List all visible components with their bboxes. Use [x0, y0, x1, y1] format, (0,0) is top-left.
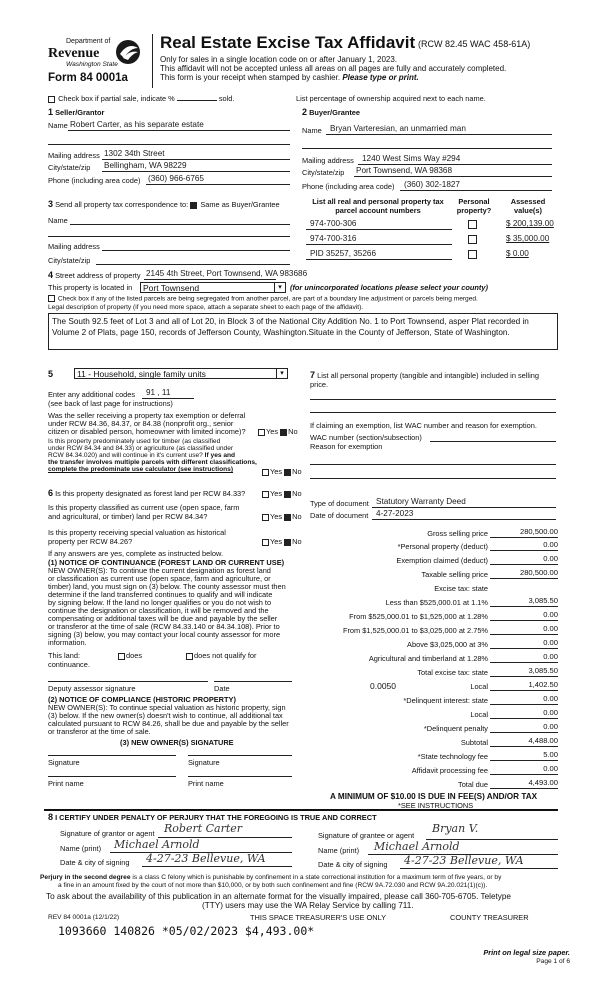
grantor-signature[interactable]: Robert Carter [164, 822, 243, 835]
calc-value[interactable]: 0.00 [543, 638, 558, 647]
sec5-q1-c: citizen or disabled person, homeowner with limited income)? [48, 427, 246, 436]
buyer-title: Buyer/Grantee [309, 108, 361, 117]
notice1-line: timber) land, you must sign on (3) below. The county assessor must then [48, 582, 286, 591]
deputy-sig-label: Deputy assessor signature [48, 684, 136, 693]
sec6-q3-yesno [262, 537, 302, 546]
yes-label: Yes [270, 489, 283, 498]
seller-city-label: City/state/zip [48, 163, 91, 172]
personal-property-checkbox[interactable] [468, 235, 477, 244]
parcel-value[interactable]: $ 200,139.00 [506, 219, 554, 228]
this-land-label: This land: [48, 651, 81, 660]
parcel-number[interactable]: PID 35257, 35266 [310, 249, 377, 258]
notice2-line: (3) below. If the new owner(s) doesn't wish to continue, all additional tax [48, 711, 283, 720]
does-not-option [186, 651, 256, 660]
grantee-date[interactable]: 4-27-23 Bellevue, WA [404, 854, 524, 867]
personal-property-checkbox[interactable] [468, 250, 477, 259]
seller-mail[interactable]: 1302 34th Street [104, 149, 165, 158]
partial-sale-checkbox[interactable] [48, 96, 55, 103]
buyer-name[interactable]: Bryan Varteresian, an unmarried man [330, 124, 466, 133]
rev-number: REV 84 0001a (12/1/22) [48, 914, 120, 921]
sec5-q1-a: Was the seller receiving a property tax exemption or deferral [48, 411, 246, 420]
sec5-q1-b: under RCW 84.36, 84.37, or 84.38 (nonprofit org., senior [48, 419, 234, 428]
location-select[interactable] [140, 282, 286, 293]
partial-label-a: Check box if partial sale, indicate % [58, 94, 175, 103]
grantor-date-label: Date & city of signing [60, 858, 130, 867]
addl-codes[interactable]: 91 , 11 [146, 388, 171, 397]
parcel-value[interactable]: $ 0.00 [506, 249, 529, 258]
sec5-q2-yesno [262, 467, 302, 476]
notice2-line: NEW OWNER(S): To continue special valuation as historic property, sign [48, 703, 286, 712]
calc-value[interactable]: 280,500.00 [519, 527, 558, 536]
does-not-checkbox[interactable] [186, 653, 193, 660]
notice2-line: or transferor at the time of sale. [48, 727, 151, 736]
header-sub1: Only for sales in a single location code on or after January 1, 2023. [160, 55, 398, 64]
calc-value[interactable]: 0.00 [543, 540, 558, 549]
grantee-name-label: Name (print) [318, 846, 360, 855]
location-value: Port Townsend [143, 283, 200, 293]
dept-line3: Washington State [66, 61, 118, 68]
calc-label: Less than $525,000.01 at 1.1% [385, 598, 488, 607]
no-label: No [292, 512, 302, 521]
q1-yes-checkbox[interactable] [258, 429, 265, 436]
notice1-line: signing (3) below, you may contact your local county assessor for more [48, 630, 281, 639]
grantee-signature[interactable]: Bryan V. [432, 822, 479, 835]
ownership-note: List percentage of ownership acquired next to each name. [296, 94, 486, 103]
sec5-q2-b: under RCW 84.34 and 84.33) or agriculture (as classified under [48, 445, 234, 452]
sec7-label-a [310, 371, 539, 380]
wac-label: WAC number (section/subsection) [310, 433, 422, 442]
treasurer-use: THIS SPACE TREASURER'S USE ONLY [250, 913, 387, 922]
calc-value[interactable]: 280,500.00 [519, 568, 558, 577]
calc-value[interactable]: 4,488.00 [528, 736, 558, 745]
sec6-q3-a: Is this property receiving special valuation as historical [48, 528, 226, 537]
doc-date-label: Date of document [310, 511, 369, 520]
yes-label: Yes [266, 427, 279, 436]
sec8-title-text: I CERTIFY UNDER PENALTY OF PERJURY THAT THE FOREGOING IS TRUE AND CORRECT [55, 813, 377, 822]
notice1-line: compensating or additional taxes will be due and payable by the seller [48, 614, 278, 623]
form-rcw: (RCW 82.45 WAC 458-61A) [418, 39, 531, 49]
buyer-mail[interactable]: 1240 West Sims Way #294 [362, 154, 461, 163]
calc-label: Total due [458, 780, 488, 789]
sec3-text: Send all property tax correspondence to: [55, 200, 189, 209]
land-use-value: 11 - Household, single family units [77, 369, 206, 379]
treasurer-stamp: 1093660 140826 *05/02/2023 $4,493.00* [58, 924, 315, 938]
sec3-mail-label: Mailing address [48, 242, 100, 251]
owner-signature-label: Signature [48, 758, 80, 767]
grantee-sig-label: Signature of grantee or agent [318, 831, 415, 840]
alt-format-1: To ask about the availability of this publication in an alternate format for the visually impaired, please call 360-705-6705. Teletype [46, 892, 511, 901]
reason-label: Reason for exemption [310, 442, 383, 451]
page-number: Page 1 of 6 [536, 958, 570, 965]
parcel-col2-a: Personal [458, 197, 490, 206]
sec6-q2-a: Is this property classified as current use (open space, farm [48, 503, 240, 512]
forest-yes-checkbox[interactable] [262, 491, 269, 498]
uninc-note: (for unincorporated locations please select your county) [290, 283, 488, 292]
sec3-name-label: Name [48, 216, 68, 225]
sec7-text: List all personal property (tangible and intangible) included in selling [317, 371, 539, 380]
calc-value[interactable]: 4,493.00 [528, 778, 558, 787]
sec3-city-label: City/state/zip [48, 256, 91, 265]
does-label: does [126, 651, 143, 660]
notice1-line: or transferor at the time of sale (RCW 84.33.140 or 84.34.108). Prior to [48, 622, 280, 631]
calc-label: *Personal property (deduct) [397, 542, 488, 551]
seller-mail-label: Mailing address [48, 151, 100, 160]
does-option [118, 651, 142, 660]
buyer-name-label: Name [302, 126, 322, 135]
calc-value[interactable]: 0.00 [543, 652, 558, 661]
seller-phone-label: Phone (including area code) [48, 176, 141, 185]
calc-label: From $1,525,000.01 to $3,025,000 at 2.75% [342, 626, 488, 635]
sec6-q2-b: and agricultural, or timber) land per RCW 84.34? [48, 512, 208, 521]
yes-label: Yes [270, 467, 283, 476]
buyer-phone[interactable]: (360) 302-1827 [404, 180, 460, 189]
q1-no-checkbox[interactable] [280, 429, 287, 436]
seller-phone[interactable]: (360) 966-6765 [148, 174, 204, 183]
calc-label: Local [470, 710, 488, 719]
calc-label: Exemption claimed (deduct) [396, 556, 488, 565]
parcel-number[interactable]: 974-700-316 [310, 234, 357, 243]
header-sub2: This affidavit will not be accepted unless all areas on all pages are fully and accurately completed. [160, 64, 507, 73]
seller-num: 1 [48, 107, 54, 117]
see-instructions: *SEE INSTRUCTIONS [398, 801, 474, 810]
sec6-q2-yesno [262, 512, 302, 521]
notice1-line: or classification as current use (open space, farm and agriculture, or [48, 574, 271, 583]
sec4-num: 4 [48, 270, 54, 280]
minimum-due: A MINIMUM OF $10.00 IS DUE IN FEE(S) AND/OR TAX [330, 792, 538, 801]
grantee-name[interactable]: Michael Arnold [374, 840, 460, 853]
notice1-line: NEW OWNER(S): To continue the current designation as forest land [48, 566, 271, 575]
notice1-line: by signing below. If the land no longer qualifies or you do not wish to [48, 598, 272, 607]
calc-label: Above $3,025,000 at 3% [407, 640, 488, 649]
sec6-if-yes: If any answers are yes, complete as instructed below. [48, 549, 223, 558]
sec5-q2-f: complete the predominate use calculator (see instructions) [48, 466, 234, 473]
calc-label: Agricultural and timberland at 1.28% [368, 654, 488, 663]
grantor-name[interactable]: Michael Arnold [114, 838, 200, 851]
yes-label: Yes [270, 512, 283, 521]
calc-label: From $525,000.01 to $1,525,000 at 1.28% [349, 612, 488, 621]
sec5-num: 5 [48, 369, 54, 379]
parcel-col2-b: property? [456, 206, 492, 215]
calc-value[interactable]: 0.00 [543, 708, 558, 717]
sec8-title [48, 813, 377, 822]
parcel-value[interactable]: $ 35,000.00 [506, 234, 550, 243]
calc-value[interactable]: 0.00 [543, 554, 558, 563]
perjury-text: is a class C felony which is punishable by confinement in a state correctional institution for a maximum term of five years, or by [130, 874, 502, 881]
perjury-line2: a fine in an amount fixed by the court of not more than $10,000, or by both such confinement and fine (RCW 9A.72.030 and RCW 9A.20.021(1)(c)). [58, 882, 488, 889]
seller-title: Seller/Grantor [55, 108, 105, 117]
calc-label: Excise tax: state [434, 584, 488, 593]
calc-value[interactable]: 0.00 [543, 610, 558, 619]
personal-property-checkbox[interactable] [468, 220, 477, 229]
calc-value[interactable]: 5.00 [543, 750, 558, 759]
notice1-line: information. [48, 638, 87, 647]
seller-name-label: Name [48, 121, 68, 130]
parcel-col3-b: value(s) [514, 206, 542, 215]
perjury-line1 [40, 874, 501, 882]
partial-sale [48, 94, 234, 103]
does-checkbox[interactable] [118, 653, 125, 660]
calc-value[interactable]: 0.00 [543, 722, 558, 731]
sec5-q2-c-text: RCW 84.34.020) and will continue in it's current use? [48, 452, 203, 459]
addl-codes-label: Enter any additional codes [48, 390, 136, 399]
grantor-sig-label: Signature of grantor or agent [60, 829, 155, 838]
sec3-num: 3 [48, 199, 54, 209]
legal-description-box[interactable] [48, 313, 558, 350]
q2-yes-checkbox[interactable] [262, 469, 269, 476]
notice1-title: (1) NOTICE OF CONTINUANCE (FOREST LAND OR CURRENT USE) [48, 558, 285, 567]
sec6-q1-yesno [262, 489, 302, 498]
located-label: This property is located in [48, 283, 133, 292]
notice3-title: (3) NEW OWNER(S) SIGNATURE [120, 738, 234, 747]
owner-print-label: Print name [188, 779, 224, 788]
seller-name[interactable]: Robert Carter, as his separate estate [70, 120, 204, 129]
local-rate[interactable]: 0.0050 [370, 681, 396, 691]
sec8-num: 8 [48, 812, 54, 822]
dept-line2: Revenue [48, 46, 100, 61]
notice2-line: calculated pursuant to RCW 84.26, shall be due and payable by the seller [48, 719, 289, 728]
partial-label-b: sold. [218, 94, 235, 103]
seller-city[interactable]: Bellingham, WA 98229 [104, 161, 187, 170]
buyer-city[interactable]: Port Townsend, WA 98368 [356, 166, 453, 175]
calc-label: Total excise tax: state [417, 668, 488, 677]
doc-type-label: Type of document [310, 499, 369, 508]
sec3-same: Same as Buyer/Grantee [200, 200, 280, 209]
sec6-num: 6 [48, 488, 54, 498]
sec3-label [48, 200, 280, 209]
chevron-down-icon: ▾ [276, 369, 287, 378]
calc-label: Gross selling price [427, 529, 488, 538]
does-not-label: does not qualify for [194, 651, 257, 660]
calc-value[interactable]: 0.00 [543, 624, 558, 633]
parcel-col3-a: Assessed [510, 197, 546, 206]
parcel-col1-b: parcel account numbers [335, 206, 421, 215]
segregated-text: Check box if any of the listed parcels are being segregated from another parcel, are part of a boundary line adjustment or parcels being merged. [57, 295, 478, 303]
current-use-no-checkbox[interactable] [284, 514, 291, 521]
grantor-date[interactable]: 4-27-23 Bellevue, WA [146, 852, 266, 865]
land-use-select[interactable] [74, 368, 288, 379]
sec4-street-label [48, 271, 141, 280]
calc-value[interactable]: 0.00 [543, 764, 558, 773]
same-as-buyer-checkbox[interactable] [190, 202, 197, 209]
perjury-bold: Perjury in the second degree [40, 874, 131, 881]
header-sub3-a: This form is your receipt when stamped by cashier. [160, 73, 341, 82]
header-sub3-b: Please type or print. [342, 73, 419, 82]
alt-format-2: (TTY) users may use the WA Relay Service by calling 711. [202, 901, 414, 910]
no-label: No [292, 489, 302, 498]
sec6-q1 [48, 489, 245, 498]
no-label: No [292, 467, 302, 476]
buyer-mail-label: Mailing address [302, 156, 354, 165]
legal-description: The South 92.5 feet of Lot 3 and all of Lot 20, in Block 3 of the National City Addition No. 1 to Port Townsend, asper Plat recorded in Volume 2 of Plats, page 150, records of Jefferson County, Washington.Situate in the County of Jefferson, State of Washington. [52, 317, 529, 337]
calc-value[interactable]: 0.00 [543, 694, 558, 703]
notice1-line: determine if the land transferred continues to qualify and will indicate [48, 590, 273, 599]
county-treasurer: COUNTY TREASURER [450, 913, 529, 922]
exempt-label: If claiming an exemption, list WAC number and reason for exemption. [310, 421, 537, 430]
form-title: Real Estate Excise Tax Affidavit [160, 33, 416, 52]
historic-yes-checkbox[interactable] [262, 539, 269, 546]
sec5-q2-d: If yes and [204, 452, 236, 459]
sec5-q2-a: Is this property predominately used for timber (as classified [48, 438, 221, 445]
calc-label: *Delinquent interest: state [403, 696, 488, 705]
calc-label: Local [470, 682, 488, 691]
sec5-q2-e: the transfer involves multiple parcels with different classifications, [48, 459, 257, 466]
no-label: No [288, 427, 298, 436]
buyer-city-label: City/state/zip [302, 168, 345, 177]
calc-label: Subtotal [460, 738, 488, 747]
seller-heading [48, 108, 104, 117]
doc-type[interactable]: Statutory Warranty Deed [376, 497, 466, 506]
calc-value[interactable]: 3,085.50 [528, 596, 558, 605]
header-sub3 [160, 73, 419, 82]
chevron-down-icon: ▾ [274, 283, 285, 292]
form-number: Form 84 0001a [48, 72, 128, 84]
current-use-yes-checkbox[interactable] [262, 514, 269, 521]
sec4-label: Street address of property [55, 271, 141, 280]
historic-no-checkbox[interactable] [284, 539, 291, 546]
legal-desc-label: Legal description of property (if you need more space, attach a separate sheet to each page of the affidavit). [48, 304, 364, 311]
owner-print-label: Print name [48, 779, 84, 788]
grantee-date-label: Date & city of signing [318, 860, 388, 869]
notice1-line: continue the designation or classification, it will be removed and the [48, 606, 269, 615]
dor-swoosh-icon [114, 38, 142, 66]
segregated-row [48, 295, 478, 303]
legal-paper-note: Print on legal size paper. [483, 948, 570, 957]
q2-no-checkbox[interactable] [284, 469, 291, 476]
calc-value[interactable]: 3,085.50 [528, 666, 558, 675]
calc-label: *Delinquent penalty [423, 724, 488, 733]
parcel-number[interactable]: 974-700-306 [310, 219, 357, 228]
see-back: (see back of last page for instructions) [48, 399, 173, 408]
calc-value[interactable]: 1,402.50 [528, 680, 558, 689]
sec6-q3-b: property per RCW 84.26? [48, 537, 133, 546]
doc-date[interactable]: 4-27-2023 [376, 509, 414, 518]
no-label: No [292, 537, 302, 546]
buyer-phone-label: Phone (including area code) [302, 182, 395, 191]
calc-label: Taxable selling price [421, 570, 488, 579]
grantor-name-label: Name (print) [60, 844, 102, 853]
sec7-label-b: price. [310, 380, 329, 389]
buyer-num: 2 [302, 107, 308, 117]
parcel-col1-a: List all real and personal property tax [312, 197, 444, 206]
deputy-date-label: Date [214, 684, 230, 693]
property-address[interactable]: 2145 4th Street, Port Townsend, WA 983686 [146, 269, 308, 278]
dept-line1: Department of [66, 38, 111, 45]
owner-signature-label: Signature [188, 758, 220, 767]
segregated-checkbox[interactable] [48, 295, 55, 302]
buyer-heading [302, 108, 360, 117]
continuance-label: continuance. [48, 660, 90, 669]
sec7-num: 7 [310, 370, 316, 380]
notice2-title: (2) NOTICE OF COMPLIANCE (HISTORIC PROPERTY) [48, 695, 236, 704]
sec5-q1-yesno [258, 427, 298, 436]
forest-no-checkbox[interactable] [284, 491, 291, 498]
sec6-q1-text: Is this property designated as forest land per RCW 84.33? [55, 489, 246, 498]
yes-label: Yes [270, 537, 283, 546]
calc-label: *State technology fee [417, 752, 488, 761]
calc-label: Affidavit processing fee [411, 766, 488, 775]
